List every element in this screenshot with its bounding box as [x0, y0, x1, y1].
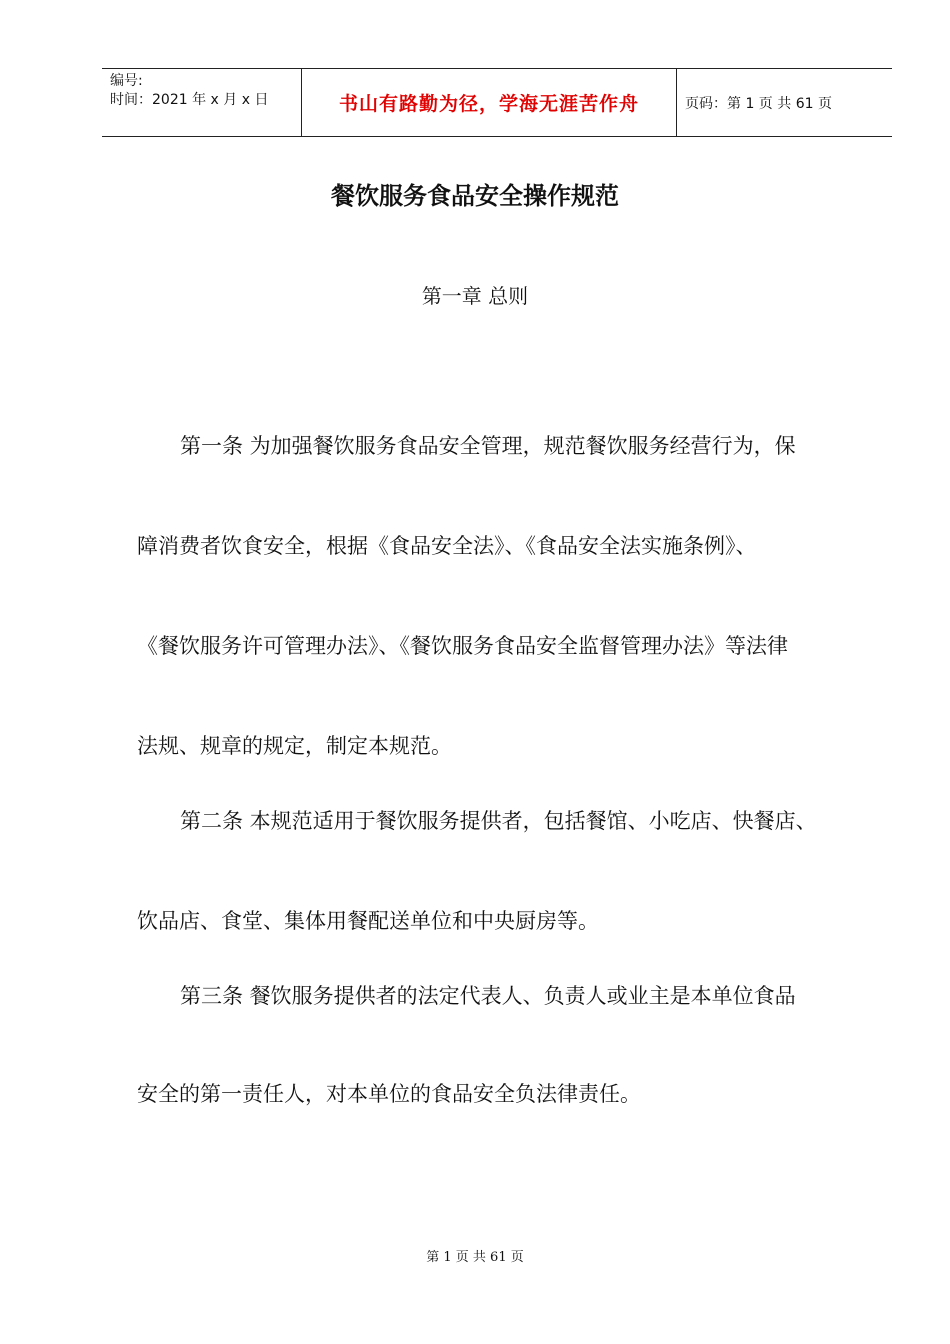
body-line-8: 安全的第一责任人，对本单位的食品安全负法律责任。 [137, 1082, 641, 1106]
body-line-7: 第三条 餐饮服务提供者的法定代表人、负责人或业主是本单位食品 [180, 984, 796, 1008]
header-number-label: 编号: [110, 73, 143, 89]
body-line-5: 第二条 本规范适用于餐饮服务提供者，包括餐馆、小吃店、快餐店、 [180, 809, 817, 833]
chapter-heading: 第一章 总则 [421, 284, 529, 308]
body-line-6: 饮品店、食堂、集体用餐配送单位和中央厨房等。 [137, 909, 599, 933]
body-line-3: 《餐饮服务许可管理办法》、《餐饮服务食品安全监督管理办法》等法律 [137, 634, 788, 658]
document-title: 餐饮服务食品安全操作规范 [331, 182, 619, 210]
document-header [102, 68, 892, 137]
body-line-4: 法规、规章的规定，制定本规范。 [137, 734, 452, 758]
page-footer: 第 1 页 共 61 页 [426, 1250, 524, 1265]
body-line-1: 第一条 为加强餐饮服务食品安全管理，规范餐饮服务经营行为，保 [180, 434, 796, 458]
header-motto: 书山有路勤为径，学海无涯苦作舟 [302, 69, 677, 136]
body-line-2: 障消费者饮食安全，根据《食品安全法》、《食品安全法实施条例》、 [137, 534, 757, 558]
header-page-label: 页码：第 1 页 共 61 页 [685, 95, 832, 112]
header-time-label: 时间：2021 年 x 月 x 日 [110, 92, 269, 108]
header-meta [102, 69, 302, 136]
